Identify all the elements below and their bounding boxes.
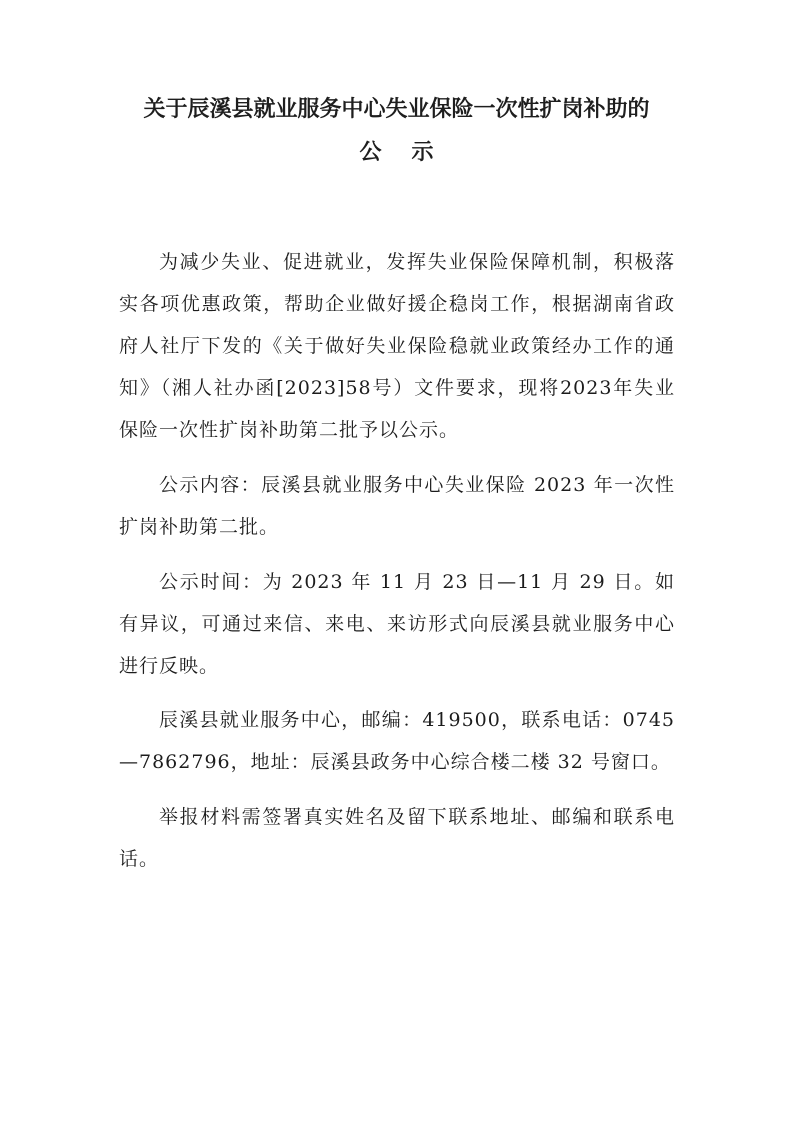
document-title: 关于辰溪县就业服务中心失业保险一次性扩岗补助的	[143, 97, 650, 122]
paragraph-content: 公示内容：辰溪县就业服务中心失业保险 2023 年一次性扩岗补助第二批。	[119, 474, 675, 538]
paragraph-report-note: 举报材料需签署真实姓名及留下联系地址、邮编和联系电话。	[119, 806, 675, 870]
paragraph-contact: 辰溪县就业服务中心，邮编：419500，联系电话：0745—7862796，地址：辰溪县政务中心综合楼二楼 32 号窗口。	[119, 709, 675, 773]
document-title-suffix: 公示	[359, 140, 464, 165]
paragraph-period: 公示时间：为 2023 年 11 月 23 日—11 月 29 日。如有异议，可通过来信、来电、来访形式向辰溪县就业服务中心进行反映。	[119, 571, 675, 677]
paragraph-background: 为减少失业、促进就业，发挥失业保险保障机制，积极落实各项优惠政策，帮助企业做好援企稳岗工作，根据湖南省政府人社厅下发的《关于做好失业保险稳就业政策经办工作的通知》（湘人社办函[2023]58号）文件要求，现将2023年失业保险一次性扩岗补助第二批予以公示。	[119, 251, 675, 441]
